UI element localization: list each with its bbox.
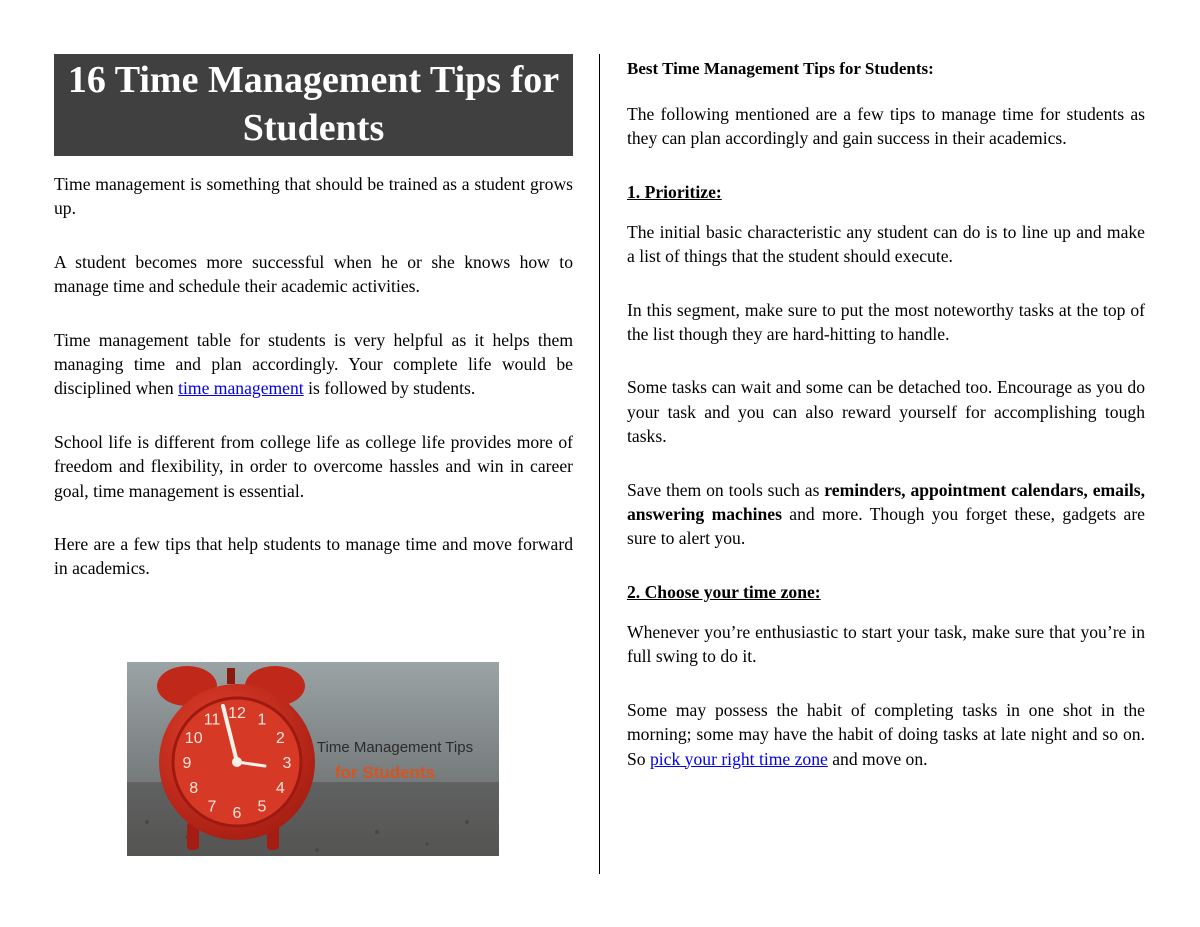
clock-numeral-8: 8 [189,780,199,797]
time-zone-link[interactable]: pick your right time zone [649,748,828,769]
paragraph-table-text: Time management table for students is very helpful as it helps them managing time and plan accordingly. Your complete life would be disciplined when [54,329,573,399]
tip1-paragraph-1: The initial basic characteristic any student can do is to line up and make a list of things that the student should execute. [627,221,1145,267]
image-caption-line2: for Students [334,763,436,782]
paragraph-table [54,328,573,401]
tip1-paragraph-2: In this segment, make sure to put the most noteworthy tasks at the top of the list though they are hard-hitting to handle. [627,299,1145,345]
clock-numeral-12: 12 [228,705,246,722]
left-column [54,54,573,610]
tip1-p4-tools: reminders, appointment calendars, emails, answering machines [627,479,1145,525]
alarm-clock-illustration [127,662,499,856]
tip1-paragraph-3: Some tasks can wait and some can be detached too. Encourage as you do your task and you can also reward yourself for accomplishing tough tasks. [627,377,1145,447]
clock-numeral-11: 11 [203,711,221,729]
time-management-link[interactable]: time management [178,378,304,399]
clock-numeral-6: 6 [232,805,242,822]
clock-numeral-10: 10 [184,730,203,747]
clock-numeral-4: 4 [275,780,285,797]
right-column [627,58,1145,800]
tip2-title: 2. Choose your time zone: [627,581,821,602]
column-divider [599,54,600,874]
tip1-paragraph-4 [627,478,1145,551]
paragraph-table-end: is followed by students. [303,378,476,399]
tips-heading: Best Time Management Tips for Students: [627,59,934,78]
tip1-p4-text: Save them on tools such as [627,479,825,500]
clock-numeral-2: 2 [275,730,285,747]
tip2-p2-text: Some may possess the habit of completing tasks in one shot in the morning; some may have the habit of doing tasks at late night and so on. So [627,699,1145,769]
clock-numeral-5: 5 [257,798,267,816]
image-caption-line1: Time Management Tips [316,739,474,756]
paragraph-success: A student becomes more successful when he or she knows how to manage time and schedule their academic activities. [54,251,573,297]
tips-intro: The following mentioned are a few tips to manage time for students as they can plan accordingly and gain success in their academics. [627,104,1145,149]
tip1-p4-end: and more. Though you forget these, gadgets are sure to alert you. [627,504,1145,549]
clock-numeral-7: 7 [207,798,217,816]
clock-numeral-1: 1 [257,711,267,729]
clock-numeral-3: 3 [282,755,292,772]
tip2-paragraph-1: Whenever you’re enthusiastic to start your task, make sure that you’re in full swing to do it. [627,621,1145,667]
page-title: 16 Time Management Tips for Students [54,54,573,156]
tip2-paragraph-2 [627,698,1145,771]
tip1-title: 1. Prioritize: [627,181,722,202]
alarm-clock-photo [127,662,499,856]
clock-numeral-9: 9 [182,755,192,772]
paragraph-intro: Time management is something that should be trained as a student grows up. [54,174,573,219]
paragraph-school-life: School life is different from college life as college life provides more of freedom and flexibility, in order to overcome hassles and win in career goal, time management is essential. [54,431,573,501]
tip2-p2-end: and move on. [827,748,928,769]
paragraph-tips-intro: Here are a few tips that help students to manage time and move forward in academics. [54,534,573,579]
